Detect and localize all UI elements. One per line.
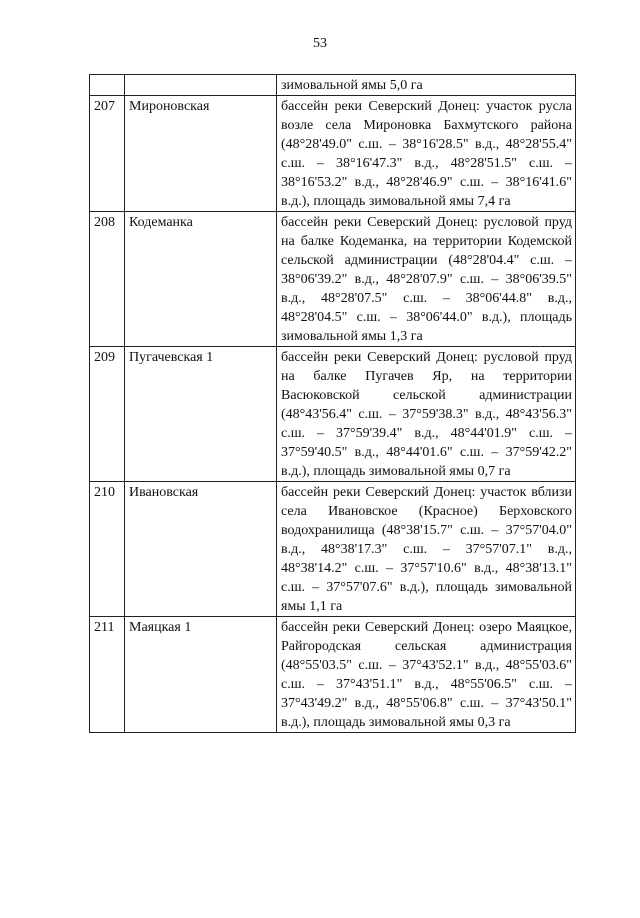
row-description: бассейн реки Северский Донец: участок вблизи села Ивановское (Красное) Берховского водохранилища (48°38'15.7" с.ш. – 37°57'04.0" в.д., 48°38'17.3" с.ш. – 37°57'07.1" в.д., 48°38'14.2" с.ш. – 37°57'10.6" в.д., 48°38'13.1" с.ш. – 37°57'07.6" в.д.), площадь зимовальной ямы 1,1 га: [277, 482, 576, 617]
row-number: [90, 75, 125, 96]
row-name: Маяцкая 1: [125, 617, 277, 733]
row-description: бассейн реки Северский Донец: русловой пруд на балке Пугачев Яр, на территории Васюковской сельской администрации (48°43'56.4" с.ш. – 37°59'38.3" в.д., 48°43'56.3" с.ш. – 37°59'39.4" в.д., 48°44'01.9" с.ш. – 37°59'40.5" в.д., 48°44'01.6" с.ш. – 37°59'42.2" в.д.), площадь зимовальной ямы 0,7 га: [277, 347, 576, 482]
row-description: бассейн реки Северский Донец: озеро Маяцкое, Райгородская сельская администрация (48°55'03.5" с.ш. – 37°43'52.1" в.д., 48°55'03.6" с.ш. – 37°43'51.1" в.д., 48°55'06.5" с.ш. – 37°43'49.2" в.д., 48°55'06.8" с.ш. – 37°43'50.1" в.д.), площадь зимовальной ямы 0,3 га: [277, 617, 576, 733]
row-name: Мироновская: [125, 96, 277, 212]
row-number: 208: [90, 212, 125, 347]
row-description: бассейн реки Северский Донец: участок русла возле села Мироновка Бахмутского района (48°28'49.0" с.ш. – 38°16'28.5" в.д., 48°28'55.4" с.ш. – 38°16'47.3" в.д., 48°28'51.5" с.ш. – 38°16'53.2" в.д., 48°28'46.9" с.ш. – 38°16'41.6" в.д.), площадь зимовальной ямы 7,4 га: [277, 96, 576, 212]
row-description: бассейн реки Северский Донец: русловой пруд на балке Кодеманка, на территории Кодемской сельской администрации (48°28'04.4" с.ш. – 38°06'39.2" в.д., 48°28'07.9" с.ш. – 38°06'39.5" в.д., 48°28'07.5" с.ш. – 38°06'44.8" в.д., 48°28'04.5" с.ш. – 38°06'44.0" в.д.), площадь зимовальной ямы 1,3 га: [277, 212, 576, 347]
row-name: Ивановская: [125, 482, 277, 617]
row-number: 209: [90, 347, 125, 482]
page-number: 53: [313, 36, 327, 51]
row-name: Пугачевская 1: [125, 347, 277, 482]
table-row: [90, 212, 576, 347]
row-number: 210: [90, 482, 125, 617]
row-number: 207: [90, 96, 125, 212]
row-number: 211: [90, 617, 125, 733]
wintering-pits-table: [89, 74, 576, 733]
row-name: [125, 75, 277, 96]
table-row: [90, 96, 576, 212]
row-description: зимовальной ямы 5,0 га: [277, 75, 576, 96]
table-row-continuation: [90, 75, 576, 96]
table-row: [90, 482, 576, 617]
row-name: Кодеманка: [125, 212, 277, 347]
table-row: [90, 347, 576, 482]
table-row: [90, 617, 576, 733]
